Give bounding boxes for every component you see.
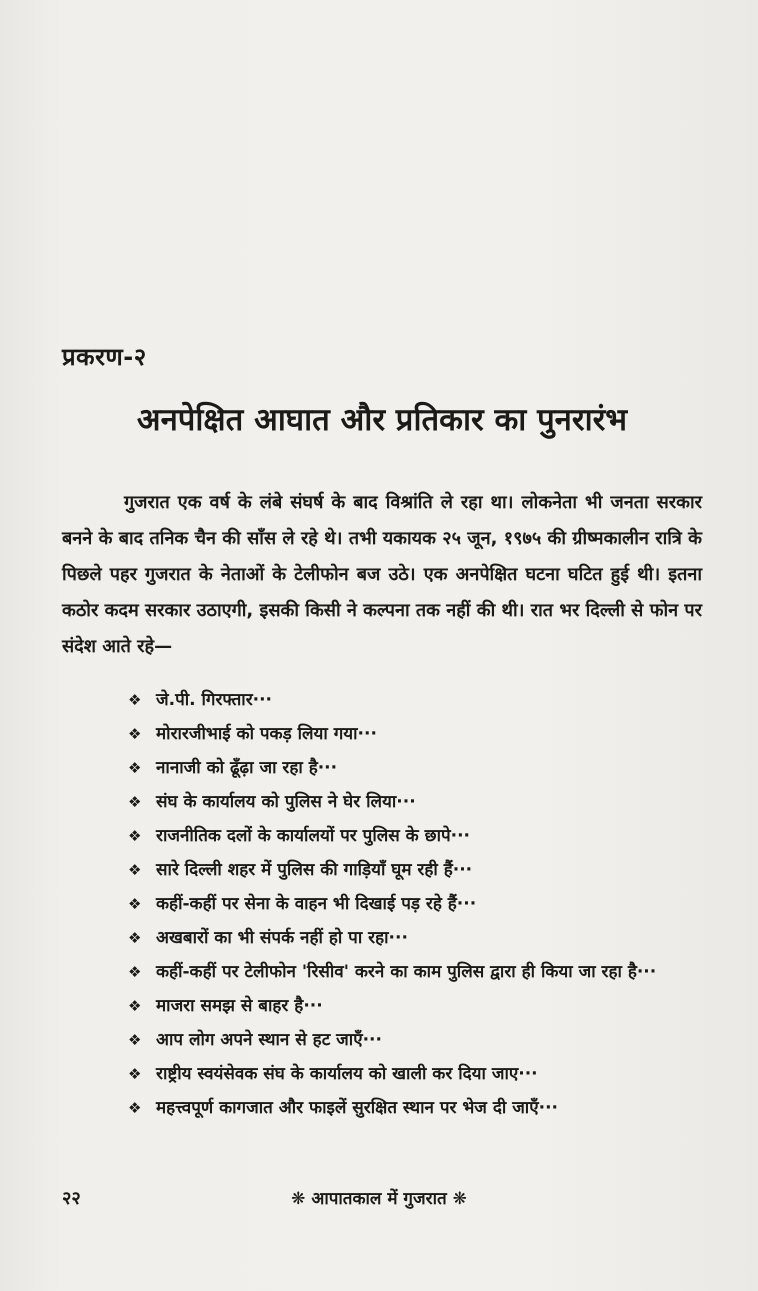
list-item-text: राष्ट्रीय स्वयंसेवक संघ के कार्यालय को खाली कर दिया जाए··· xyxy=(156,1064,538,1084)
diamond-bullet-icon: ❖ xyxy=(128,895,142,913)
list-item xyxy=(128,1091,688,1125)
diamond-bullet-icon: ❖ xyxy=(128,759,142,777)
list-item xyxy=(128,1057,688,1091)
message-list xyxy=(128,683,688,1125)
body-paragraph xyxy=(62,485,702,665)
list-item-text: मोरारजीभाई को पकड़ लिया गया··· xyxy=(156,724,377,744)
page-number: २२ xyxy=(62,1188,81,1209)
list-item xyxy=(128,683,688,717)
diamond-bullet-icon: ❖ xyxy=(128,929,142,947)
diamond-bullet-icon: ❖ xyxy=(128,963,142,981)
list-item-text: माजरा समझ से बाहर है··· xyxy=(156,996,323,1016)
diamond-bullet-icon: ❖ xyxy=(128,1065,142,1083)
list-item-text: अखबारों का भी संपर्क नहीं हो पा रहा··· xyxy=(156,928,408,948)
show-through-text xyxy=(60,105,700,146)
list-item-text: नानाजी को ढूँढ़ा जा रहा है··· xyxy=(156,758,338,778)
list-item xyxy=(128,989,688,1023)
list-item-text: जे.पी. गिरफ्तार··· xyxy=(156,690,273,710)
list-item-text: राजनीतिक दलों के कार्यालयों पर पुलिस के छापे··· xyxy=(156,826,471,846)
body-paragraph-text: गुजरात एक वर्ष के लंबे संघर्ष के बाद विश्रांति ले रहा था। लोकनेता भी जनता सरकार बनने के बाद तनिक चैन की साँस ले रहे थे। तभी यकायक २५ जून, १९७५ की ग्रीष्मकालीन रात्रि के पिछले पहर गुजरात के नेताओं के टेलीफोन बज उठे। एक अनपेक्षित घटना घटित हुई थी। इतना कठोर कदम सरकार उठाएगी, इसकी किसी ने कल्पना तक नहीं की थी। रात भर दिल्ली से फोन पर संदेश आते रहे— xyxy=(62,492,702,657)
list-item-text: संघ के कार्यालय को पुलिस ने घेर लिया··· xyxy=(156,792,416,812)
list-item xyxy=(128,1023,688,1057)
chapter-label: प्रकरण-२ xyxy=(62,343,147,371)
diamond-bullet-icon: ❖ xyxy=(128,827,142,845)
list-item-text: आप लोग अपने स्थान से हट जाएँ··· xyxy=(156,1030,382,1050)
list-item-text: महत्त्वपूर्ण कागजात और फाइलें सुरक्षित स्थान पर भेज दी जाएँ··· xyxy=(156,1098,558,1118)
diamond-bullet-icon: ❖ xyxy=(128,793,142,811)
chapter-title: अनपेक्षित आघात और प्रतिकार का पुनरारंभ xyxy=(136,402,628,438)
list-item xyxy=(128,751,688,785)
diamond-bullet-icon: ❖ xyxy=(128,861,142,879)
diamond-bullet-icon: ❖ xyxy=(128,1099,142,1117)
diamond-bullet-icon: ❖ xyxy=(128,691,142,709)
diamond-bullet-icon: ❖ xyxy=(128,725,142,743)
diamond-bullet-icon: ❖ xyxy=(128,997,142,1015)
list-item-text: सारे दिल्ली शहर में पुलिस की गाड़ियाँ घूम रही हैं··· xyxy=(156,860,473,880)
list-item xyxy=(128,819,688,853)
diamond-bullet-icon: ❖ xyxy=(128,1031,142,1049)
list-item xyxy=(128,853,688,887)
running-footer-title: ❋ आपातकाल में गुजरात ❋ xyxy=(291,1189,467,1209)
list-item xyxy=(128,887,688,921)
list-item xyxy=(128,955,688,989)
list-item-text: कहीं-कहीं पर सेना के वाहन भी दिखाई पड़ रहे हैं··· xyxy=(156,894,477,914)
list-item-text: कहीं-कहीं पर टेलीफोन 'रिसीव' करने का काम पुलिस द्वारा ही किया जा रहा है··· xyxy=(156,962,657,982)
list-item xyxy=(128,921,688,955)
list-item xyxy=(128,785,688,819)
list-item xyxy=(128,717,688,751)
